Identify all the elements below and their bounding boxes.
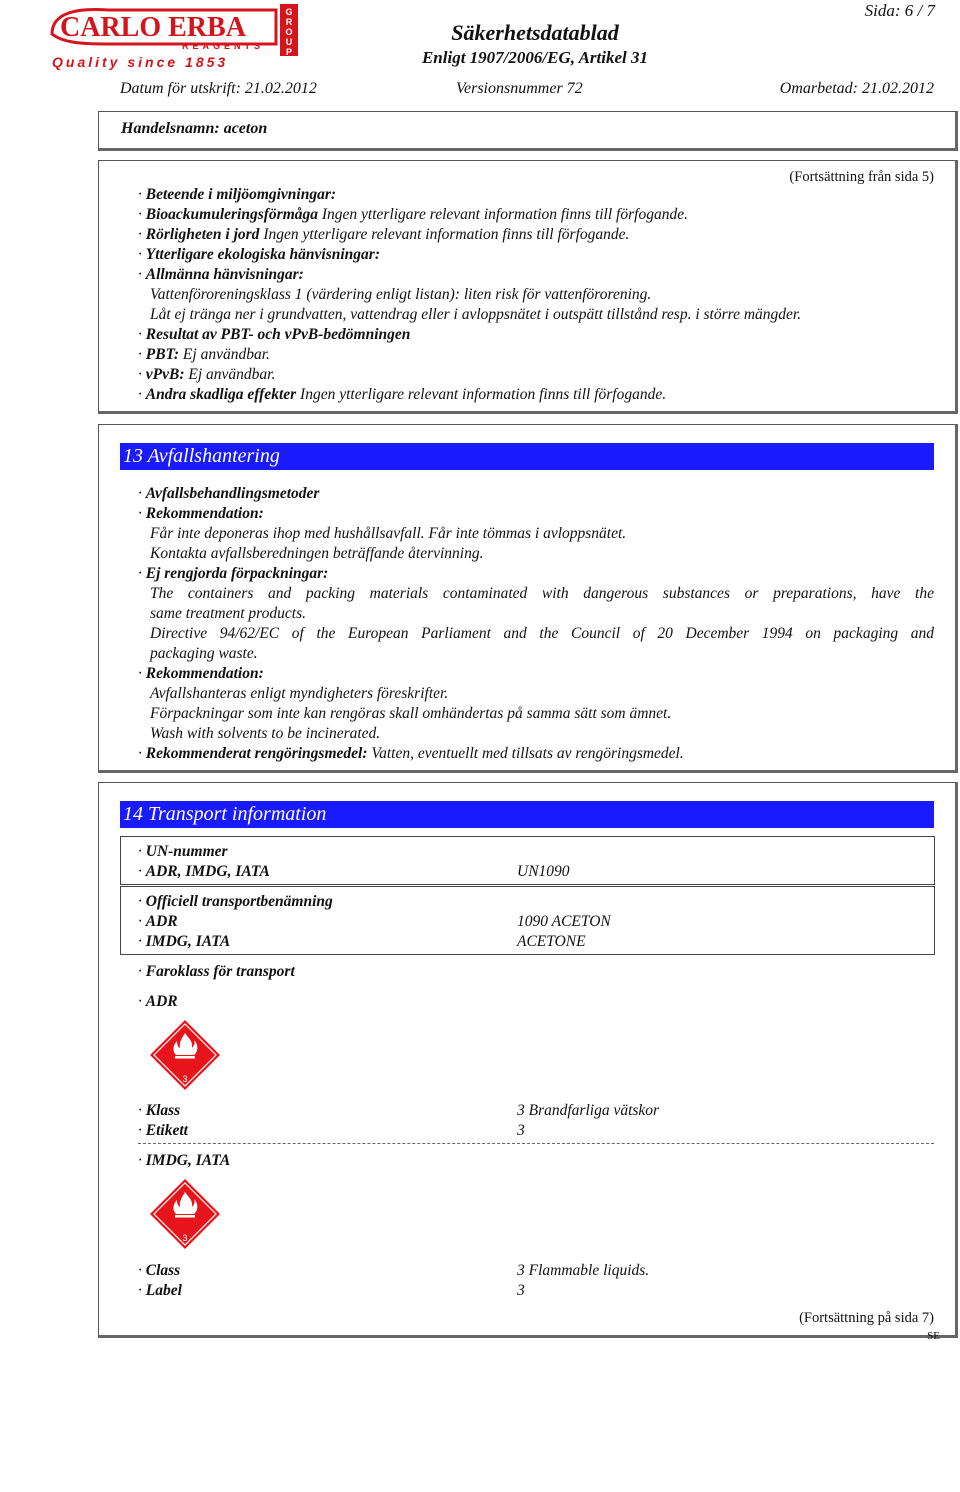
general-notes-label: · Allmänna hänvisningar:: [138, 266, 304, 284]
continued-on: (Fortsättning på sida 7): [799, 1310, 934, 1326]
pbt-row: [138, 346, 270, 364]
general-note-1: Vattenföroreningsklass 1 (värdering enligt listan): liten risk för vattenförorening.: [150, 286, 652, 303]
logo-reagents: REAGENTS: [182, 41, 265, 51]
section-13-title: 13 Avfallshantering: [120, 443, 934, 470]
label-value: 3: [517, 1282, 525, 1299]
recommendation-2-line-3: Wash with solvents to be incinerated.: [150, 725, 381, 742]
mobility-text: Ingen ytterligare relevant information finns till förfogande.: [263, 226, 630, 243]
other-effects-text: Ingen ytterligare relevant information finns till förfogande.: [300, 386, 667, 403]
logo-group-letter: G: [285, 7, 293, 17]
uncleaned-line-1: The containers and packing materials contaminated with dangerous substances or preparations, have the: [150, 585, 934, 602]
klass-label: · Klass: [138, 1102, 180, 1120]
vpvb-value: Ej användbar.: [188, 366, 276, 383]
adr-hazard-label: · ADR: [138, 993, 178, 1011]
imdg-label: · IMDG, IATA: [138, 933, 230, 951]
cleaning-agent-label: Rekommenderat rengöringsmedel:: [145, 745, 368, 762]
other-effects-label: Andra skadliga effekter: [145, 386, 297, 403]
diamond-class-number: 3: [182, 1074, 188, 1084]
further-eco-label: · Ytterligare ekologiska hänvisningar:: [138, 246, 380, 264]
klass-value: 3 Brandfarliga vätskor: [517, 1102, 660, 1119]
hazard-class-label: · Faroklass för transport: [138, 963, 295, 981]
recommendation-1-line-1: Får inte deponeras ihop med hushållsavfall. Får inte tömmas i avloppsnätet.: [150, 525, 627, 542]
pbt-result-label: · Resultat av PBT- och vPvB-bedömningen: [138, 326, 410, 344]
etikett-value: 3: [517, 1122, 525, 1139]
etikett-label: · Etikett: [138, 1122, 188, 1140]
pbt-value: Ej användbar.: [182, 346, 270, 363]
dashed-divider: [138, 1143, 934, 1144]
recommendation-2-line-2: Förpackningar som inte kan rengöras skall omhändertas på samma sätt som ämnet.: [150, 705, 672, 722]
trade-name: Handelsnamn: aceton: [121, 120, 268, 137]
cleaning-agent-text: Vatten, eventuellt med tillsats av rengöringsmedel.: [371, 745, 684, 762]
behaviour-label: · Beteende i miljöomgivningar:: [138, 186, 336, 204]
vpvb-row: [138, 366, 275, 384]
label-label: · Label: [138, 1282, 182, 1300]
language-code: SE: [927, 1330, 940, 1342]
continued-from: (Fortsättning från sida 5): [789, 169, 934, 185]
logo-group-letter: O: [285, 27, 293, 37]
logo-tagline: Quality since 1853: [52, 54, 229, 70]
recommendation-1-line-2: Kontakta avfallsberedningen beträffande återvinning.: [150, 545, 484, 562]
logo-group-letter: U: [285, 37, 293, 47]
un-modes-label: · ADR, IMDG, IATA: [138, 863, 270, 881]
diamond-class-number: 3: [182, 1233, 188, 1243]
logo-name: CARLO ERBA: [60, 12, 246, 43]
directive-line-2: packaging waste.: [150, 645, 258, 662]
bioaccumulation-row: [138, 206, 688, 224]
waste-methods-label: · Avfallsbehandlingsmetoder: [138, 485, 319, 503]
other-effects-row: [138, 386, 666, 404]
directive-line-1: Directive 94/62/EC of the European Parliament and the Council of 20 December 1994 on packaging and: [150, 625, 934, 642]
print-date: Datum för utskrift: 21.02.2012: [120, 80, 317, 97]
document-subtitle: Enligt 1907/2006/EG, Artikel 31: [421, 48, 649, 67]
recommendation-label-1: · Rekommendation:: [138, 505, 264, 523]
imdg-shipping-name: ACETONE: [517, 933, 586, 950]
recommendation-2-line-1: Avfallshanteras enligt myndigheters föreskrifter.: [150, 685, 449, 702]
uncleaned-line-2: same treatment products.: [150, 605, 306, 622]
general-note-2: Låt ej tränga ner i grundvatten, vattendrag eller i avloppsnätet i outspätt tillstånd resp. i större mängder.: [150, 306, 802, 323]
bioacc-text: Ingen ytterligare relevant information finns till förfogande.: [321, 206, 688, 223]
class-value: 3 Flammable liquids.: [517, 1262, 650, 1279]
logo-group-letter: P: [285, 47, 293, 57]
document-title: Säkerhetsdatablad: [451, 20, 619, 45]
un-number-value: UN1090: [517, 863, 570, 880]
version-number: Versionsnummer 72: [456, 80, 583, 97]
uncleaned-packaging-label: · Ej rengjorda förpackningar:: [138, 565, 328, 583]
section-14-title: 14 Transport information: [120, 801, 934, 828]
adr-shipping-name: 1090 ACETON: [517, 913, 611, 930]
imdg-hazard-label: · IMDG, IATA: [138, 1152, 230, 1170]
adr-label: · ADR: [138, 913, 178, 931]
mobility-label: Rörligheten i jord: [145, 226, 260, 243]
flammable-diamond-adr: [149, 1019, 221, 1096]
page-number: Sida: 6 / 7: [864, 1, 935, 20]
class-label: · Class: [138, 1262, 180, 1280]
bioacc-label: Bioackumuleringsförmåga: [145, 206, 318, 223]
logo-group-letter: R: [285, 17, 293, 27]
shipping-name-label: · Officiell transportbenämning: [138, 893, 333, 911]
vpvb-label: vPvB:: [145, 366, 185, 383]
carlo-erba-logo: [48, 4, 308, 76]
mobility-row: [138, 226, 629, 244]
pbt-label: PBT:: [145, 346, 180, 363]
flammable-diamond-imdg: [149, 1178, 221, 1255]
recommendation-label-2: · Rekommendation:: [138, 665, 264, 683]
revised-date: Omarbetad: 21.02.2012: [779, 80, 934, 97]
un-number-label: · UN-nummer: [138, 843, 228, 861]
trade-name-box: [98, 111, 958, 151]
cleaning-agent-row: [138, 745, 684, 763]
